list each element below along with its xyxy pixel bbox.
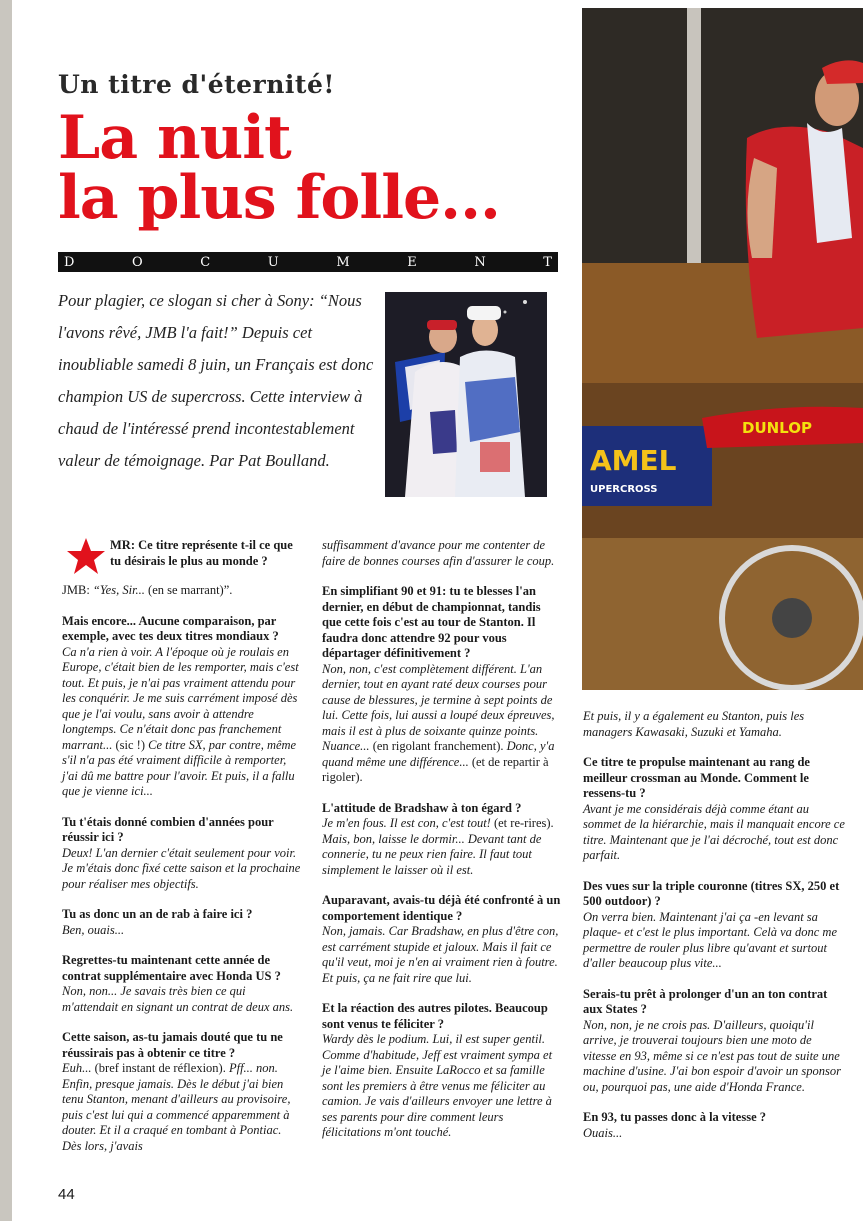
answer-aside: (en rigolant franchement). — [369, 739, 507, 753]
section-bar-letter: M — [336, 254, 350, 270]
answer-aside: (en se marrant)”. — [144, 583, 233, 597]
answer: Ben, ouais... — [62, 922, 125, 937]
photo-celebration-illustration — [385, 292, 547, 497]
answer-text: Pff... non. Enfin, presque jamais. Dès le début j'ai bien tenu Stanton, menant d'ailleurs au provisoire, puis c'est lui qui a commencé apparemment à douter. Et il a craqué en tombant à Pontiac. Dès lors, j'avais — [62, 1061, 291, 1153]
question: Regrettes-tu maintenant cette année de contrat supplémentaire avec Honda US ? — [62, 953, 281, 983]
answer-speaker: JMB: — [62, 583, 93, 597]
answer: Non, non, je ne crois pas. D'ailleurs, quoiqu'il arrive, je trouverai toujours bien une moto de vitesse en 93, même si ce n'est pas tout de suite une machine d'usine. J'ai bon espoir d'avoir un sponsor ou, pourquoi pas, une aide d'Honda France. — [583, 1017, 842, 1094]
question: En 93, tu passes donc à la vitesse ? — [583, 1110, 767, 1124]
answer — [62, 645, 302, 800]
answer: Avant je me considérais déjà comme étant au sommet de la hiérarchie, mais il manquait encore ce titre. Maintenant que je l'ai décroché, tout est donc parfait. — [583, 801, 845, 862]
answer — [62, 583, 302, 599]
answer: Non, jamais. Car Bradshaw, en plus d'être con, est carrément stupide et jaloux. Mais il fait ce qu'il veut, moi je n'en ai vraiment rien à foutre. Et puis, ça ne fait rire que lui. — [322, 924, 559, 985]
question: MR: Ce titre représente t-il ce que tu désirais le plus au monde ? — [110, 538, 293, 568]
question: Auparavant, avais-tu déjà été confronté à un comportement identique ? — [322, 893, 561, 923]
page-number: 44 — [58, 1186, 75, 1203]
question: Cette saison, as-tu jamais douté que tu ne réussirais pas à obtenir ce titre ? — [62, 1030, 283, 1060]
section-bar-letter: T — [543, 254, 552, 270]
headline-line-1: La nuit — [58, 103, 291, 173]
answer-text: Ca n'a rien à voir. A l'époque où je roulais en Europe, c'était bien de les remporter, mais c'est tout. Et puis, je n'ai pas vraiment attendu pour les conquérir. Je me suis carrément imposé dès que je l'ai voulu, sans avoir à attendre longtemps. Ce n'était donc pas franchement marrant... — [62, 644, 299, 752]
answer-text: Mais, bon, laisse le dormir... Devant tant de connerie, tu ne peux rien faire. Il faut tout simplement le laisser où il est. — [322, 831, 542, 877]
star-icon — [66, 537, 106, 575]
answer — [322, 662, 562, 786]
answer-text: Non, non, c'est complètement différent. L'an dernier, tout en ayant raté deux courses pour cause de blessures, je termine à sept points de lui. Cette fois, lui aussi a loupé deux épreuves, mais il est à plus de soixante quinze points. Nuance... — [322, 661, 555, 753]
answer: Wardy dès le podium. Lui, il est super gentil. Comme d'habitude, Jeff est vraiment sympa et je l'aime bien. Ensuite LaRocco et sa famille sont les premiers à être venus me féliciter au camion. Je vais d'ailleurs envoyer une lettre à ses parents pour dire comment leurs félicitations m'ont touché. — [322, 1032, 553, 1139]
section-bar-letter: U — [267, 254, 279, 270]
section-bar-letter: D — [64, 254, 75, 270]
photo-sign-dunlop: DUNLOP — [742, 419, 812, 437]
question: L'attitude de Bradshaw à ton égard ? — [322, 800, 522, 815]
answer-text: Je m'en fous. Il est con, c'est tout! — [322, 816, 491, 830]
intro-paragraph: Pour plagier, ce slogan si cher à Sony: “Nous l'avons rêvé, JMB l'a fait!” Depuis cet inoubliable samedi 8 juin, un Français est donc champion US de supercross. Cette interview à chaud de l'intéressé prend incontestablement valeur de témoignage. Par Pat Boulland. — [58, 291, 374, 470]
answer: Ouais... — [583, 1125, 623, 1140]
answer: On verra bien. Maintenant j'ai ça -en levant sa plaque- et c'est le plus important. Celà va donc me permettre de rouler plus libre qu'avant et surtout d'aller beaucoup plus vite... — [583, 909, 838, 970]
question: En simplifiant 90 et 91: tu te blesses l'an dernier, en début de championnat, tandis que cette fois c'est au tour de Stanton. Il faudra donc attendre 92 pour vous départager définitivement ? — [322, 584, 541, 660]
interview-column-3 — [583, 709, 848, 1156]
interview-column-1-top — [110, 538, 300, 569]
photo-rider-illustration — [582, 8, 863, 690]
photo-sign-camel: AMEL — [590, 444, 677, 477]
answer — [322, 816, 562, 878]
answer-aside: (sic !) — [112, 737, 149, 752]
headline-line-2: la plus folle... — [58, 163, 500, 233]
answer-text: Donc, y'a quand même une différence... — [322, 739, 555, 769]
answer-aside: (et de repartir à rigoler). — [322, 754, 549, 784]
section-bar-letter: O — [132, 254, 143, 270]
kicker-title: Un titre d'éternité! — [58, 70, 335, 99]
interview-column-1 — [62, 583, 302, 1169]
question: Tu as donc un an de rab à faire ici ? — [62, 907, 253, 921]
section-bar-document — [58, 252, 558, 272]
question: Des vues sur la triple couronne (titres SX, 250 et 500 outdoor) ? — [583, 878, 840, 908]
page-binding-edge — [0, 0, 12, 1221]
interview-column-2 — [322, 538, 562, 1156]
answer-text: Euh... — [62, 1061, 92, 1075]
photo-celebration — [385, 292, 547, 497]
answer: Deux! L'an dernier c'était seulement pour voir. Je m'étais donc fixé cette saison et la prochaine pour réaliser mes objectifs. — [62, 845, 301, 891]
photo-rider-stadium — [582, 8, 863, 690]
answer-text: “Yes, Sir... — [92, 583, 145, 597]
question: Ce titre te propulse maintenant au rang de meilleur crossman au Monde. Comment le ressens-tu ? — [583, 755, 810, 800]
answer-text: Ce titre SX, par contre, même s'il n'a pas été vraiment difficile à remporter, j'ai dû me battre pour l'avoir. Et puis, il a fallu que je vienne ici... — [62, 737, 297, 798]
answer-aside: (et re-rires). — [490, 816, 554, 830]
answer: suffisamment d'avance pour me contenter de faire de bonnes courses afin d'assurer le coup. — [322, 538, 555, 568]
question: Et la réaction des autres pilotes. Beaucoup sont venus te féliciter ? — [322, 1001, 548, 1031]
section-bar-letter: N — [474, 254, 486, 270]
answer — [62, 1061, 302, 1154]
answer-aside: (bref instant de réflexion). — [91, 1061, 229, 1075]
question: Mais encore... Aucune comparaison, par exemple, avec tes deux titres mondiaux ? — [62, 613, 279, 643]
answer: Et puis, il y a également eu Stanton, puis les managers Kawasaki, Suzuki et Yamaha. — [583, 709, 805, 739]
question: Tu t'étais donné combien d'années pour réussir ici ? — [62, 814, 274, 844]
section-bar-letter: C — [200, 254, 211, 270]
headline — [58, 103, 578, 233]
answer: Non, non... Je savais très bien ce qui m'attendait en signant un contrat de deux ans. — [62, 984, 294, 1014]
question: Serais-tu prêt à prolonger d'un an ton contrat aux States ? — [583, 986, 828, 1016]
photo-sign-supercross: UPERCROSS — [590, 484, 658, 495]
section-bar-letter: E — [407, 254, 417, 270]
